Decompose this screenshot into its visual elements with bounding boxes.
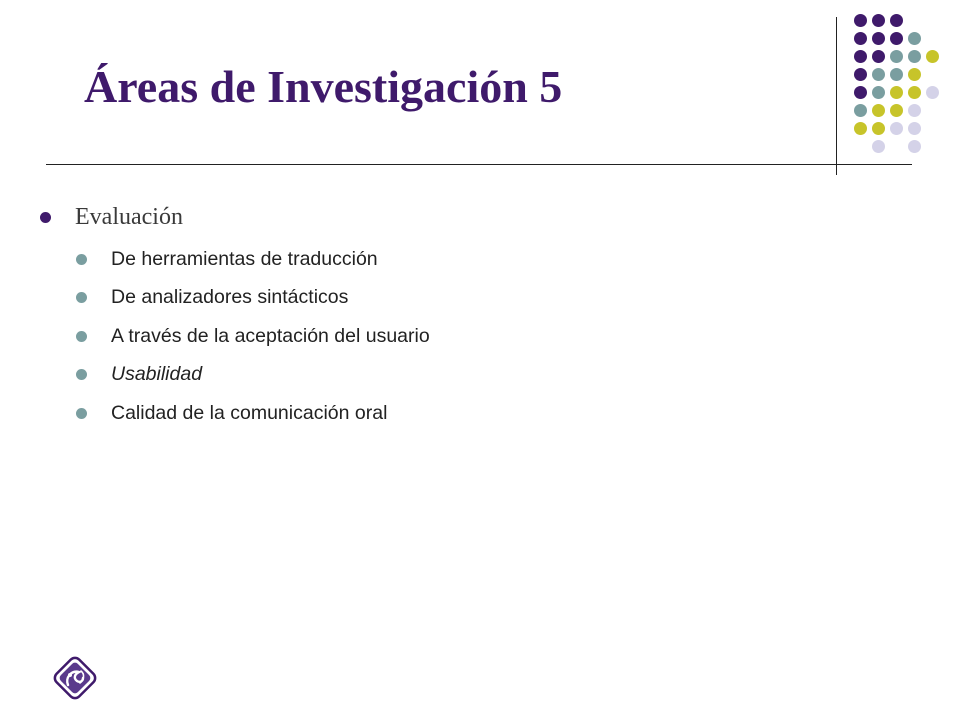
- sub-bullet-icon: [76, 369, 87, 380]
- decorative-dot: [872, 68, 885, 81]
- sub-bullet-text: Usabilidad: [111, 363, 203, 386]
- decorative-dot: [872, 32, 885, 45]
- decorative-dot: [854, 14, 867, 27]
- sub-bullet-item: [40, 317, 800, 356]
- decorative-dot: [872, 14, 885, 27]
- decorative-dot: [872, 50, 885, 63]
- sub-bullet-item: [40, 240, 800, 279]
- sub-bullet-text: De herramientas de traducción: [111, 247, 378, 270]
- sub-bullet-icon: [76, 408, 87, 419]
- decorative-dot: [908, 140, 921, 153]
- decorative-dot: [908, 122, 921, 135]
- decorative-dot: [872, 140, 885, 153]
- vertical-divider: [836, 17, 837, 175]
- main-bullet-text: Evaluación: [75, 203, 183, 230]
- main-bullet-icon: [40, 212, 51, 223]
- decorative-dot: [854, 122, 867, 135]
- sub-bullet-icon: [76, 254, 87, 265]
- main-bullet-item: [40, 200, 800, 234]
- sub-bullet-item: [40, 356, 800, 395]
- decorative-dot: [872, 104, 885, 117]
- decorative-dot-grid: [850, 10, 950, 155]
- decorative-dot: [854, 104, 867, 117]
- sub-bullet-icon: [76, 292, 87, 303]
- decorative-dot: [890, 104, 903, 117]
- decorative-dot: [890, 86, 903, 99]
- decorative-dot: [908, 50, 921, 63]
- decorative-dot: [908, 86, 921, 99]
- slide-title: Áreas de Investigación 5: [84, 61, 563, 112]
- bullet-content: [40, 200, 800, 433]
- swirl-emblem-icon: [51, 654, 99, 702]
- sub-bullet-list: [40, 240, 800, 433]
- decorative-dot: [854, 68, 867, 81]
- decorative-dot: [872, 86, 885, 99]
- decorative-dot: [890, 68, 903, 81]
- sub-bullet-item: [40, 394, 800, 433]
- decorative-dot: [926, 86, 939, 99]
- decorative-dot: [908, 104, 921, 117]
- sub-bullet-text: Calidad de la comunicación oral: [111, 401, 388, 424]
- decorative-dot: [854, 32, 867, 45]
- sub-bullet-icon: [76, 331, 87, 342]
- decorative-dot: [890, 122, 903, 135]
- title-divider: [46, 164, 912, 165]
- decorative-dot: [890, 50, 903, 63]
- decorative-dot: [854, 86, 867, 99]
- decorative-dot: [908, 32, 921, 45]
- sub-bullet-text: A través de la aceptación del usuario: [111, 324, 430, 347]
- sub-bullet-text: De analizadores sintácticos: [111, 286, 349, 309]
- decorative-dot: [872, 122, 885, 135]
- decorative-dot: [890, 14, 903, 27]
- sub-bullet-item: [40, 279, 800, 318]
- decorative-dot: [926, 50, 939, 63]
- decorative-dot: [890, 32, 903, 45]
- decorative-dot: [908, 68, 921, 81]
- decorative-dot: [854, 50, 867, 63]
